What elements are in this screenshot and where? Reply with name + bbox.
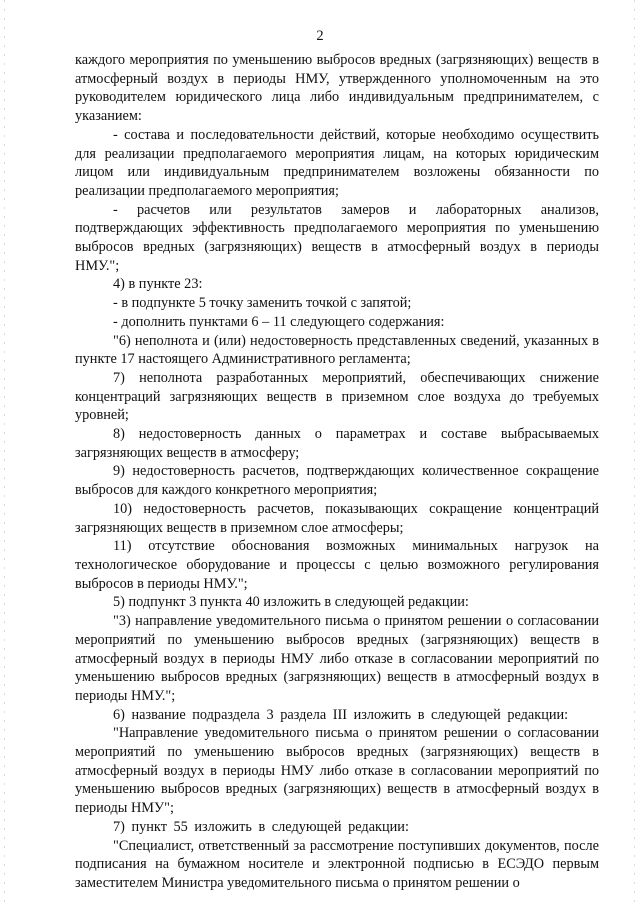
- paragraph-item-7: 7) пункт 55 изложить в следующей редакции:: [113, 818, 409, 835]
- paragraph-subsection-title: "Направление уведомительного письма о принятом решении о согласовании мероприятий по уменьшению выбросов вредных (загрязняющих) веществ в атмосферный воздух в периоды НМУ либо отказе в согласовании мероприятий по уменьшению выбросов вредных (загрязняющих) веществ в атмосферный воздух в периоды НМУ";: [75, 725, 599, 817]
- paragraph-point-11: 11) отсутствие обоснования возможных минимальных нагрузок на технологическое оборудование и процессы с целью возможного регулирования выбросов в периоды НМУ.";: [75, 538, 599, 592]
- paragraph-item-5: 5) подпункт 3 пункта 40 изложить в следующей редакции:: [113, 594, 469, 611]
- paragraph-point-8: 8) недостоверность данных о параметрах и составе выбрасываемых загрязняющих веществ в атмосферу;: [75, 426, 599, 461]
- document-body: [75, 51, 599, 893]
- paragraph-point-7: 7) неполнота разработанных мероприятий, обеспечивающих снижение концентраций загрязняющих веществ в приземном слое воздуха до требуемых уровней;: [75, 369, 599, 424]
- left-scan-edge: [4, 0, 5, 905]
- paragraph-item-4: 4) в пункте 23:: [113, 276, 203, 293]
- paragraph-subpoint-3: "3) направление уведомительного письма о принятом решении о согласовании мероприятий по уменьшению выбросов вредных (загрязняющих) веществ в атмосферный воздух в периоды НМУ либо отказе в согласовании мероприятий по уменьшению выбросов вредных (загрязняющих) веществ в атмосферный воздух в периоды НМУ.";: [75, 613, 599, 704]
- paragraph-point-6: "6) неполнота и (или) недостоверность представленных сведений, указанных в пункте 17 настоящего Административного регламента;: [75, 332, 599, 368]
- paragraph-specialist: "Специалист, ответственный за рассмотрение поступивших документов, после подписания на бумажном носителе и электронной подписью в ЕСЭДО первым заместителем Министра уведомительного письма о принятом решении о: [75, 837, 599, 891]
- paragraph-item-6: 6) название подраздела 3 раздела III изложить в следующей редакции:: [113, 706, 569, 723]
- page-number: 2: [316, 28, 324, 44]
- paragraph-continuation: каждого мероприятия по уменьшению выбросов вредных (загрязняющих) веществ в атмосферный воздух в периоды НМУ, утвержденного уполномоченным на это руководителем юридического лица либо индивидуальным предпринимателем, с указанием:: [75, 52, 599, 125]
- paragraph-supplement: - дополнить пунктами 6 – 11 следующего содержания:: [113, 313, 445, 330]
- paragraph-subitem-5: - в подпункте 5 точку заменить точкой с запятой;: [113, 295, 412, 312]
- paragraph-point-10: 10) недостоверность расчетов, показывающих сокращение концентраций загрязняющих веществ в приземном слое атмосферы;: [75, 500, 599, 536]
- paragraph-list-item-actions: - состава и последовательности действий, которые необходимо осуществить для реализации предполагаемого мероприятия лицам, на которых юридическим лицом или индивидуальным предпринимателем возложены обязанности по реализации предполагаемого мероприятия;: [75, 126, 599, 199]
- paragraph-point-9: 9) недостоверность расчетов, подтверждающих количественное сокращение выбросов для каждого конкретного мероприятия;: [75, 463, 599, 499]
- right-scan-edge: [634, 0, 635, 905]
- paragraph-list-item-calculations: - расчетов или результатов замеров и лабораторных анализов, подтверждающих эффективность предполагаемого мероприятия по уменьшению выбросов вредных (загрязняющих) веществ в атмосферный воздух в периоды НМУ.";: [75, 201, 599, 274]
